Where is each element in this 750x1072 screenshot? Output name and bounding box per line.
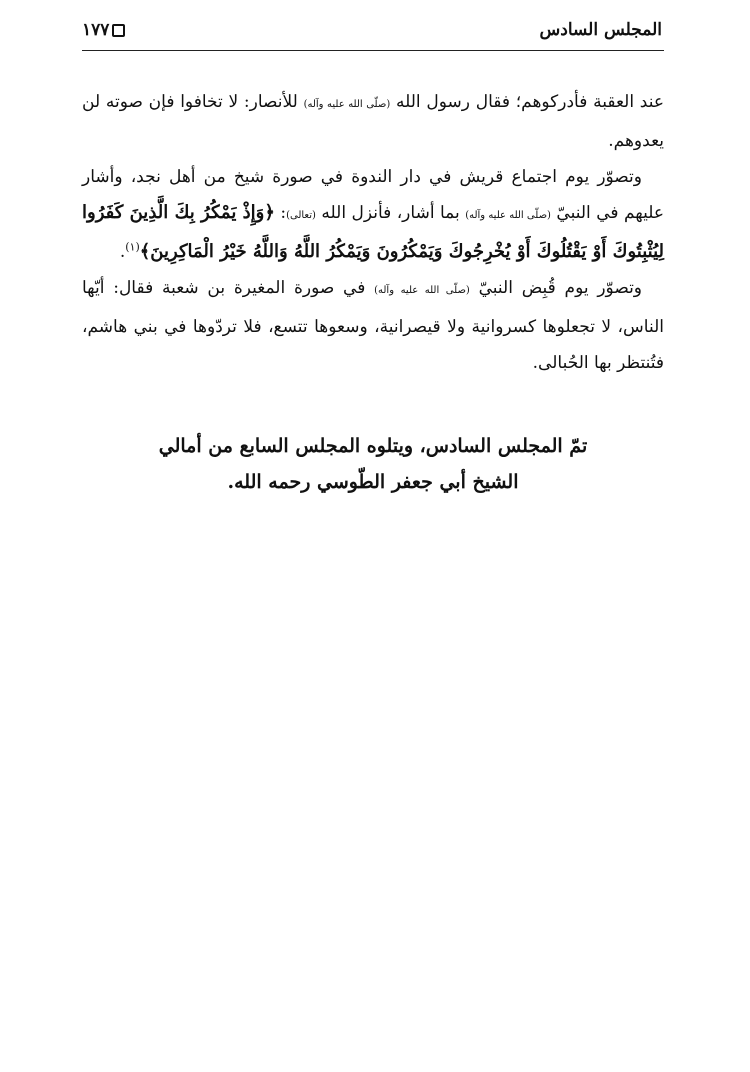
body-text: [82, 84, 664, 381]
paragraph-2-end: .: [119, 242, 126, 262]
paragraph-2-text-b: بما أشار، فأنزل الله: [321, 203, 460, 223]
paragraph-2-text-a: وتصوّر يوم اجتماع قريش في دار الندوة في صورة شيخ من أهل نجد، وأشار عليهم في النبيّ: [82, 167, 664, 223]
page-number-block: [82, 20, 125, 40]
paragraph-2-colon: :: [280, 203, 287, 223]
header-divider: [82, 50, 664, 51]
paragraph-2: [82, 159, 664, 270]
square-box-icon: [112, 24, 125, 37]
paragraph-1: [82, 84, 664, 159]
quran-verse: ﴿وَإِذْ يَمْكُرُ بِكَ الَّذِينَ كَفَرُوا لِيُثْبِتُوكَ أَوْ يَقْتُلُوكَ أَوْ يُخْرِجُوكَ وَيَمْكُرُونَ وَيَمْكُرُ اللَّهُ وَاللَّهُ خَيْرُ الْمَاكِرِينَ﴾: [82, 202, 664, 262]
paragraph-3: [82, 270, 664, 381]
honorific-note: (صلّى الله عليه وآله): [374, 285, 470, 296]
chapter-closing: [82, 428, 664, 500]
honorific-note: (تعالى): [286, 210, 316, 221]
honorific-note: (صلّى الله عليه وآله): [303, 99, 391, 110]
paragraph-1-text-a: عند العقبة فأدركوهم؛ فقال رسول الله: [396, 92, 664, 112]
honorific-note: (صلّى الله عليه وآله): [465, 210, 551, 221]
running-header: [82, 20, 662, 44]
paragraph-3-text-a: وتصوّر يوم قُبِض النبيّ: [478, 278, 643, 298]
footnote-reference: (١): [125, 240, 140, 254]
page-number: ١٧٧: [82, 20, 110, 40]
closing-line-2: الشيخ أبي جعفر الطّوسي رحمه الله.: [227, 471, 519, 493]
chapter-title: المجلس السادس: [539, 20, 662, 40]
paragraph-3-text-b: في صورة المغيرة بن شعبة فقال: أيّها الناس، لا تجعلوها كسروانية ولا قيصرانية، وسعوها تتسع، فلا تردّوها في بني هاشم، فتُنتظر بها الحُبالى.: [82, 278, 664, 373]
paragraph-1-text-b: للأنصار: لا تخافوا فإن صوته لن يعدوهم.: [82, 92, 664, 151]
closing-line-1: تمّ المجلس السادس، ويتلوه المجلس السابع من أمالي: [158, 435, 588, 457]
